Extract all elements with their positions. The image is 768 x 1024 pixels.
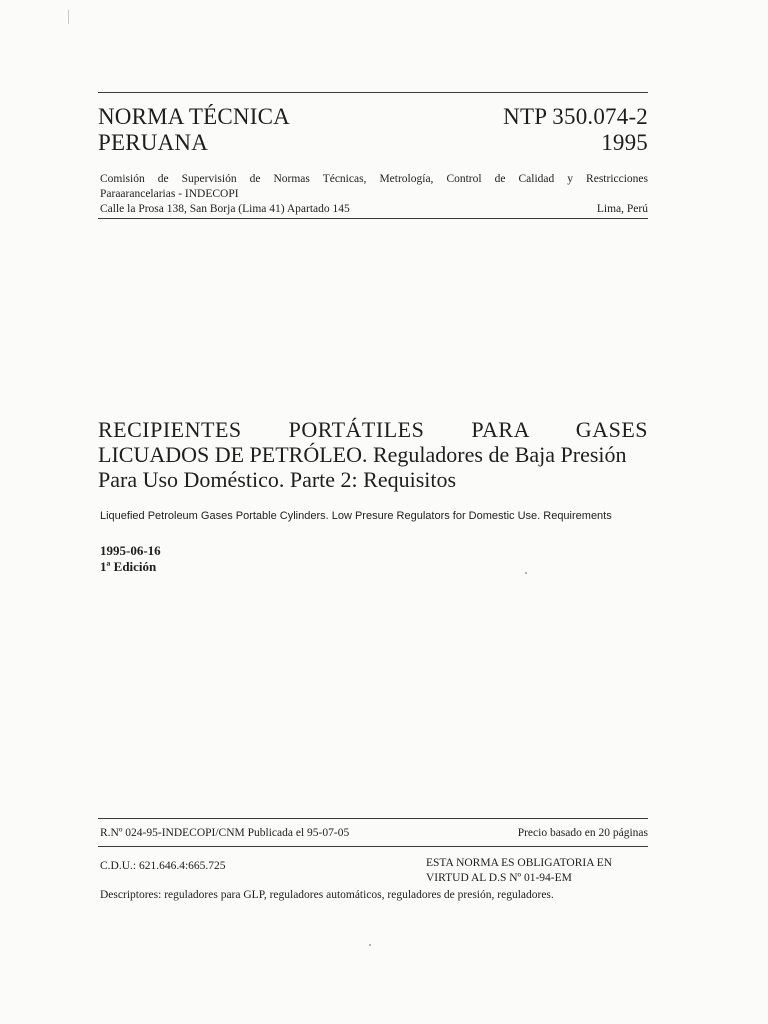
document-title-line-2: LICUADOS DE PETRÓLEO. Reguladores de Baja Presión [98,442,627,467]
footer-top-rule [98,818,648,819]
descriptors: Descriptores: reguladores para GLP, reguladores automáticos, reguladores de presión, reguladores. [100,889,554,901]
scan-margin-mark [68,10,69,24]
commission-rule [98,218,648,219]
resolution-number: R.Nº 024-95-INDECOPI/CNM Publicada el 95-07-05 [100,827,350,839]
ntp-code: NTP 350.074-2 [503,104,648,129]
commission-line-2: Paraarancelarias - INDECOPI [100,188,239,200]
price-basis: Precio basado en 20 páginas [517,827,648,839]
top-rule [98,92,648,93]
edition-date: 1995-06-16 [100,543,161,558]
mandatory-notice-line-1: ESTA NORMA ES OBLIGATORIA EN [426,857,613,869]
commission-line-1: Comisión de Supervisión de Normas Técnicas, Metrología, Control de Calidad y Restricciones [100,173,648,185]
commission-address: Calle la Prosa 138, San Borja (Lima 41) Apartado 145 [100,203,350,215]
peruana-title: PERUANA [98,130,209,155]
scan-speck [369,944,371,946]
document-title-line-3: Para Uso Doméstico. Parte 2: Requisitos [98,467,457,492]
cdu-code: C.D.U.: 621.646.4:665.725 [100,860,226,872]
norma-tecnica-title: NORMA TÉCNICA [98,104,290,129]
edition-label: 1ª Edición [100,559,157,574]
ntp-year: 1995 [601,130,648,155]
english-title: Liquefied Petroleum Gases Portable Cylinders. Low Presure Regulators for Domestic Use. Requirements [100,510,612,522]
document-title-line-1: RECIPIENTES PORTÁTILES PARA GASES [98,417,648,442]
scan-speck [525,572,527,574]
commission-city: Lima, Perú [596,203,648,215]
footer-middle-rule [98,846,648,847]
mandatory-notice-line-2: VIRTUD AL D.S Nº 01-94-EM [426,872,572,884]
